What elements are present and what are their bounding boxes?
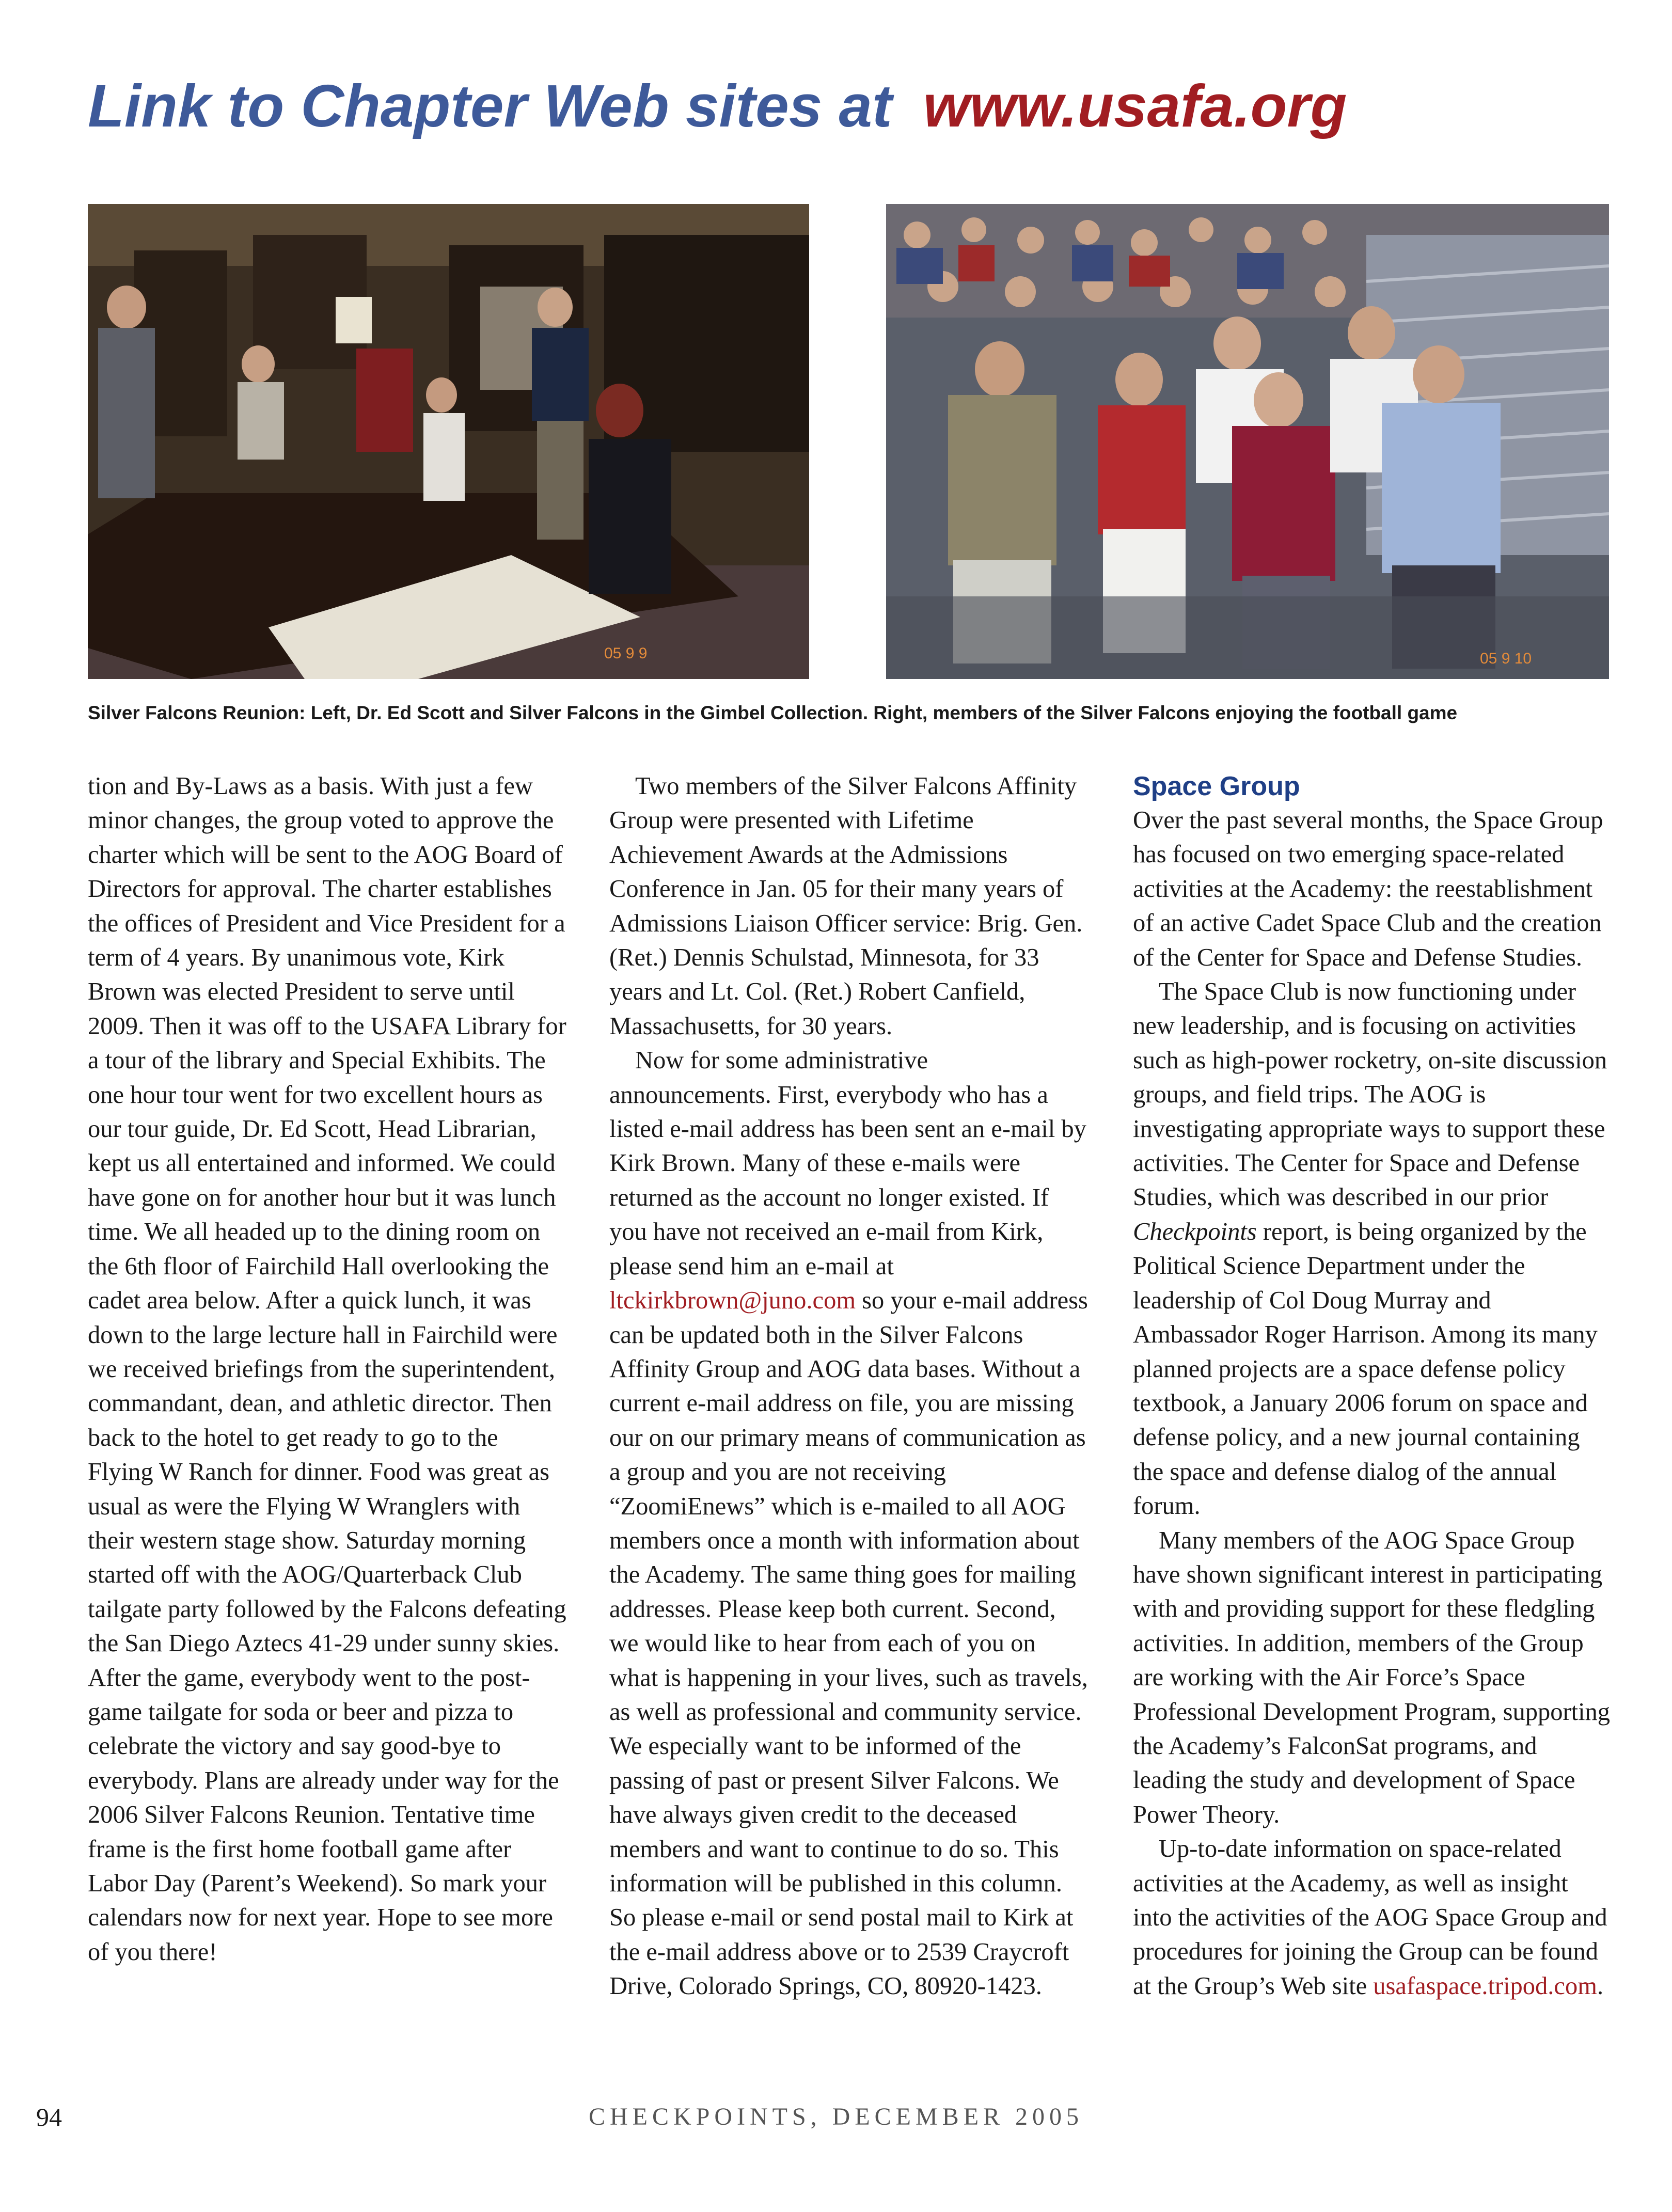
article-column-2 [609, 769, 1090, 2004]
banner-text: Link to Chapter Web sites at [88, 72, 892, 139]
paragraph: Many members of the AOG Space Group have shown significant interest in participating with and providing support for these fledgling activities. In addition, members of the Group are working with the Air Force’s Space Professional Development Program, supporting the Academy’s FalconSat programs, and leading the study and development of Space Power Theory. [1133, 1526, 1611, 1828]
paragraph [1133, 975, 1613, 1524]
paragraph-text: Now for some administrative announcements. First, everybody who has a listed e-mail address has been sent an e-mail by Kirk Brown. Many of these e-mails were returned as the account no longer existed. If you have not received an e-mail from Kirk, please send him an e-mail at [609, 1047, 1086, 1280]
website-link[interactable]: usafaspace.tripod.com [1373, 1972, 1597, 2000]
article-column-3 [1133, 769, 1613, 2003]
photo-date-stamp-right: 05 9 10 [1480, 650, 1532, 667]
article-column-1 [88, 769, 568, 1969]
paragraph: Over the past several months, the Space Group has focused on two emerging space-related activities at the Academy: the reestablishment of an active Cadet Space Club and the creation of the Center for Space and Defense Studies. [1133, 807, 1603, 971]
paragraph [1133, 1832, 1613, 2003]
paragraph-text: report, is being organized by the Political Science Department under the leadership of Col Doug Murray and Ambassador Roger Harrison. Among its many planned projects are a space defense policy textbook, a January 2006 forum on space and defense policy, and a new journal containing the space and defense dialog of the annual forum. [1133, 1218, 1598, 1520]
paragraph-text: The Space Club is now functioning under new leadership, and is focusing on activities such as high-power rocketry, on-site discussion groups, and field trips. The AOG is investigating appropriate ways to support these activities. The Center for Space and Defense Studies, which was described in our prior [1133, 978, 1607, 1211]
paragraph: Two members of the Silver Falcons Affinity Group were presented with Lifetime Achievement Awards at the Admissions Conference in Jan. 05 for their many years of Admissions Liaison Officer service: Brig. Gen. (Ret.) Dennis Schulstad, Minnesota, for 33 years and Lt. Col. (Ret.) Robert Canfield, Massachusetts, for 30 years. [609, 772, 1083, 1040]
running-footer: CHECKPOINTS, DECEMBER 2005 [588, 2103, 1084, 2130]
photo-library-gathering [88, 204, 809, 679]
section-heading: Space Group [1133, 771, 1300, 801]
paragraph-text: Up-to-date information on space-related activities at the Academy, as well as insight into the activities of the AOG Space Group and procedures for joining the Group can be found at the Group’s Web site [1133, 1835, 1607, 2000]
photo-caption: Silver Falcons Reunion: Left, Dr. Ed Scott and Silver Falcons in the Gimbel Collection. Right, members of the Silver Falcons enjoying the football game [88, 702, 1458, 723]
paragraph [609, 1044, 1090, 2003]
paragraph: tion and By-Laws as a basis. With just a few minor changes, the group voted to approve the charter which will be sent to the AOG Board of Directors for approval. The charter establishes the offices of President and Vice President for a term of 4 years. By unanimous vote, Kirk Brown was elected President to serve until 2009. Then it was off to the USAFA Library for a tour of the library and Special Exhibits. The one hour tour went for two excellent hours as our tour guide, Dr. Ed Scott, Head Librarian, kept us all entertained and informed. We could have gone on for another hour but it was lunch time. We all headed up to the dining room on the 6th floor of Fairchild Hall overlooking the cadet area below. After a quick lunch, it was down to the large lecture hall in Fairchild were we received briefings from the superintendent, commandant, dean, and athletic director. Then back to the hotel to get ready to go to the Flying W Ranch for dinner. Food was great as usual as were the Flying W Wranglers with their western stage show. Saturday morning started off with the AOG/Quarterback Club tailgate party followed by the Falcons defeating the San Diego Aztecs 41-29 under sunny skies. After the game, everybody went to the post-game tailgate for soda or beer and pizza to celebrate the victory and say good-bye to everybody. Plans are already under way for the 2006 Silver Falcons Reunion. Tentative time frame is the first home football game after Labor Day (Parent’s Weekend). So mark your calendars now for next year. Hope to see more of you there! [88, 772, 566, 1966]
banner-url-link[interactable]: www.usafa.org [923, 72, 1347, 139]
paragraph-text: so your e-mail address can be updated both in the Silver Falcons Affinity Group and AOG data bases. Without a current e-mail address on file, you are missing our on our primary means of communication as a group and you are not receiving “ZoomiEnews” which is e-mailed to all AOG members once a month with information about the Academy. The same thing goes for mailing addresses. Please keep both current. Second, we would like to hear from each of you on what is happening in your lives, such as travels, as well as professional and community service. We especially want to be informed of the passing of past or present Silver Falcons. We have always given credit to the deceased members and want to continue to do so. This information will be published in this column. So please e-mail or send postal mail to Kirk at the e-mail address above or to 2539 Craycroft Drive, Colorado Springs, CO, 80920-1423. [609, 1287, 1088, 2000]
page-number: 94 [36, 2103, 62, 2131]
paragraph-text: . [1597, 1972, 1604, 2000]
photo-date-stamp-left: 05 9 9 [604, 645, 648, 662]
email-link[interactable]: ltckirkbrown@juno.com [609, 1287, 856, 1315]
italic-title: Checkpoints [1133, 1218, 1257, 1245]
photo-football-game-crowd [886, 204, 1609, 679]
page-banner [88, 72, 1347, 139]
